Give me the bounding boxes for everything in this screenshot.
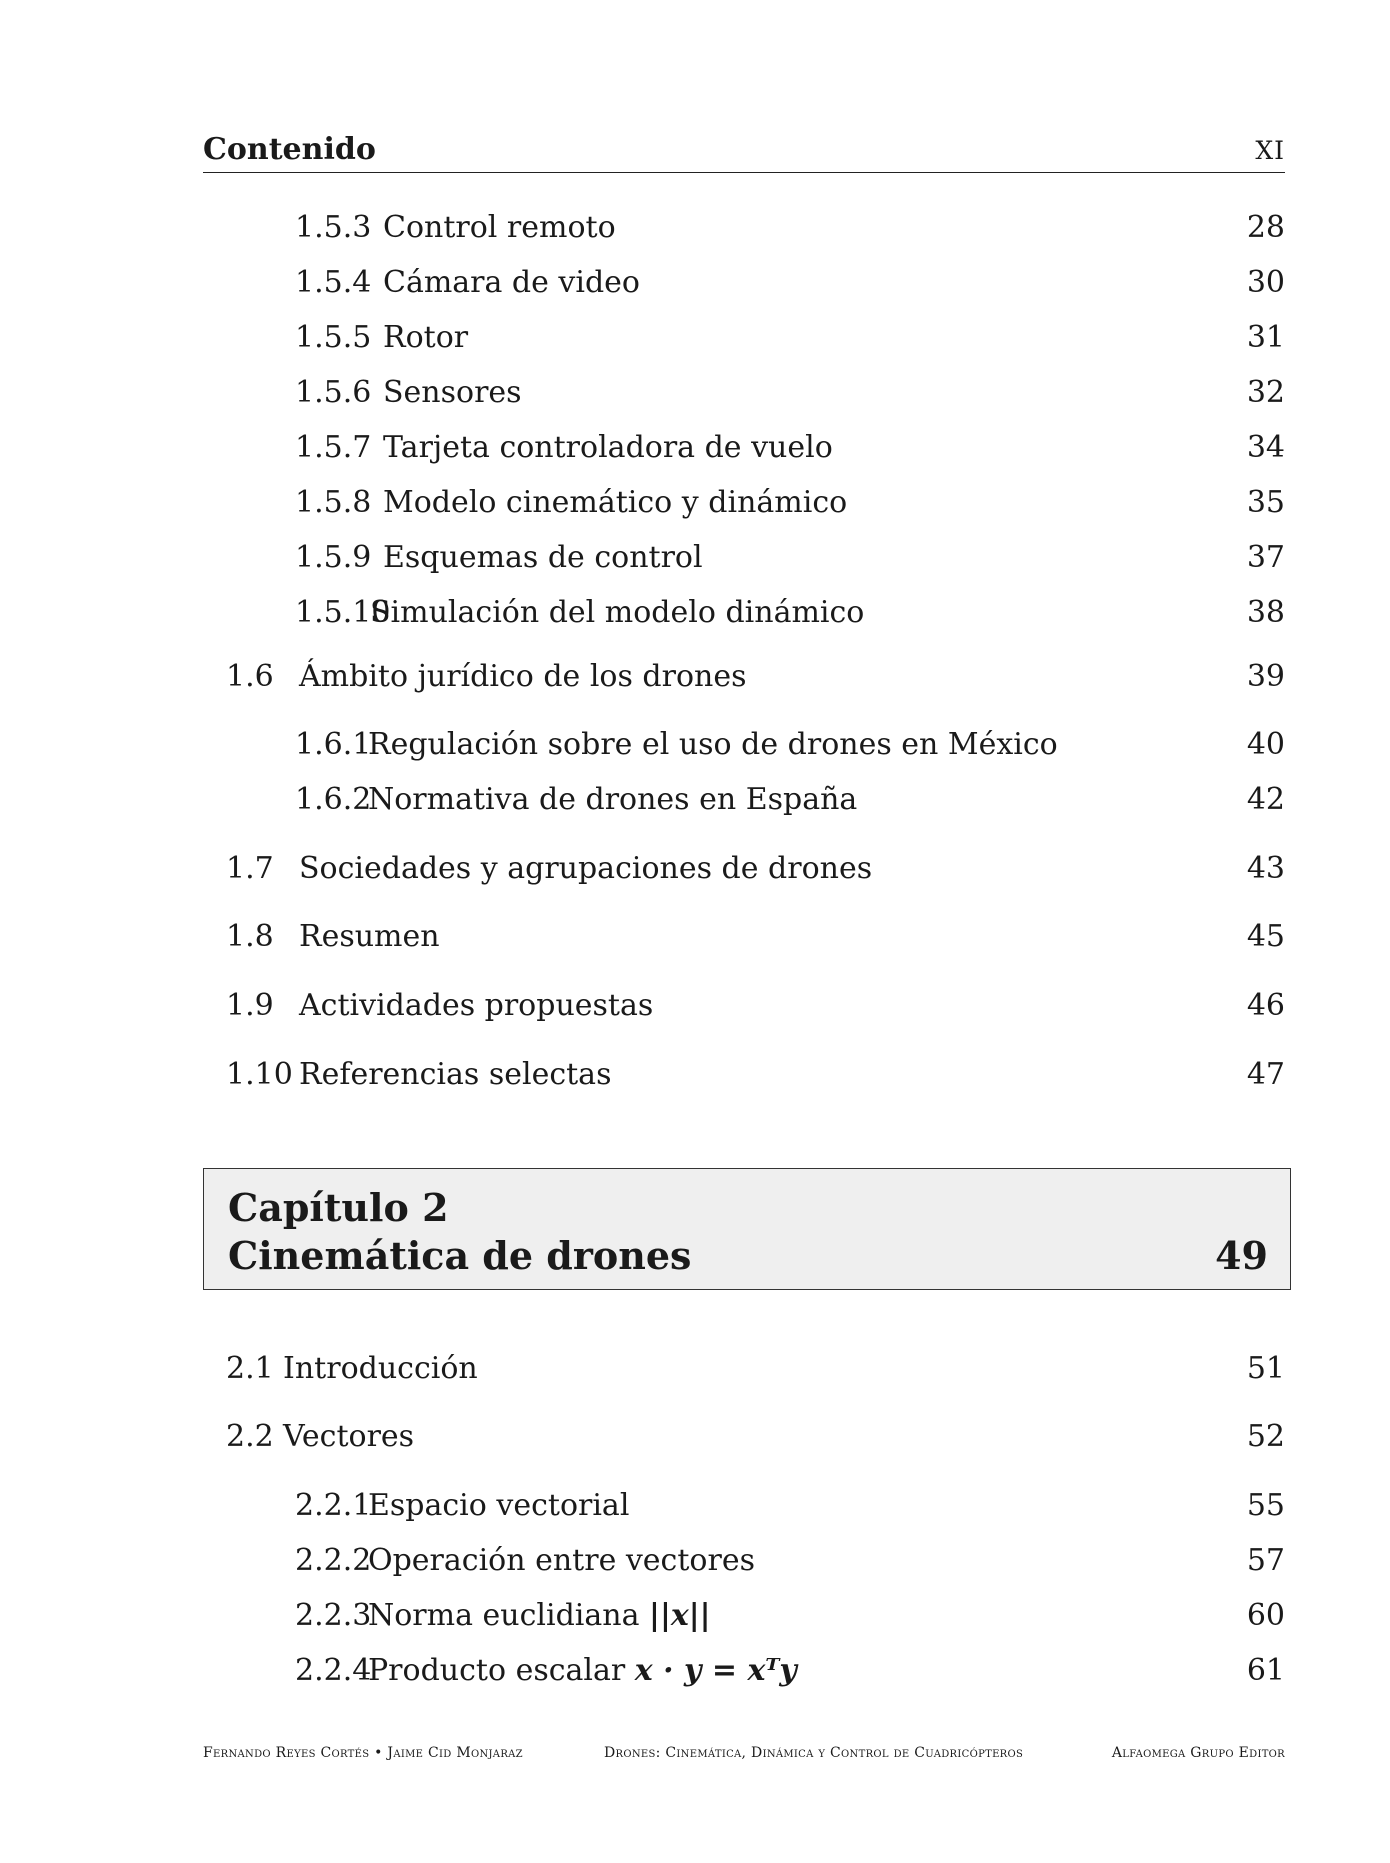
section-page: 51 [1246,1351,1285,1386]
toc-section [226,1055,1285,1095]
entry-number: 1.5.5 [295,320,372,355]
section-title: Resumen [299,919,440,954]
section-title: Vectores [283,1419,415,1454]
section-page: 39 [1246,659,1285,694]
section-number: 2.2 [226,1419,274,1454]
entry-title [368,1596,711,1636]
entry-page: 40 [1246,727,1285,762]
running-header [203,128,1285,173]
entry-title-text: Producto escalar [368,1653,626,1688]
toc-entry [295,483,1285,523]
entry-title: Esquemas de control [383,540,703,575]
toc-entry [295,1541,1285,1581]
toc-entry [295,725,1285,765]
entry-title: Cámara de video [383,265,640,300]
entry-number: 1.5.10 [295,595,391,630]
section-page: 47 [1246,1057,1285,1092]
toc-section [226,849,1285,889]
section-title: Ámbito jurídico de los drones [299,659,747,694]
section-number: 2.1 [226,1351,274,1386]
section-title: Sociedades y agrupaciones de drones [299,851,873,886]
section-number: 1.6 [226,659,274,694]
toc-entry [295,1596,1285,1636]
entry-title: Regulación sobre el uso de drones en México [368,727,1058,762]
entry-page: 32 [1246,375,1285,410]
entry-title: Modelo cinemático y dinámico [383,485,848,520]
entry-title: Tarjeta controladora de vuelo [383,430,833,465]
toc-entry [295,373,1285,413]
chapter-page: 49 [1215,1233,1268,1278]
toc-entry [295,538,1285,578]
section-page: 52 [1246,1419,1285,1454]
entry-page: 34 [1246,430,1285,465]
toc-entry [295,1651,1285,1691]
entry-number: 1.5.3 [295,210,372,245]
section-page: 45 [1246,919,1285,954]
toc-section [226,1349,1285,1389]
entry-page: 61 [1246,1653,1285,1688]
entry-number: 1.5.6 [295,375,372,410]
entry-page: 42 [1246,782,1285,817]
toc-entry [295,1486,1285,1526]
footer-publisher: Alfaomega Grupo Editor [1111,1745,1285,1761]
entry-number: 1.6.1 [295,727,372,762]
entry-number: 1.5.9 [295,540,372,575]
section-number: 1.7 [226,851,274,886]
entry-page: 57 [1246,1543,1285,1578]
entry-page: 28 [1246,210,1285,245]
entry-number: 2.2.3 [295,1598,372,1633]
entry-title: Espacio vectorial [368,1488,630,1523]
chapter-title: Cinemática de drones [228,1233,692,1278]
toc-entry [295,428,1285,468]
entry-page: 31 [1246,320,1285,355]
entry-number: 1.5.8 [295,485,372,520]
toc-section [226,917,1285,957]
entry-title [368,1651,797,1691]
math-expression: ||x|| [649,1598,711,1633]
chapter-heading-box [203,1168,1291,1290]
section-title: Referencias selectas [299,1057,612,1092]
toc-section [226,657,1285,697]
section-number: 1.10 [226,1057,293,1092]
toc-section [226,1417,1285,1457]
section-title: Actividades propuestas [299,988,654,1023]
toc-entry [295,593,1285,633]
entry-number: 1.5.4 [295,265,372,300]
header-title: Contenido [203,132,376,167]
section-page: 43 [1246,851,1285,886]
toc-entry [295,780,1285,820]
footer-authors: Fernando Reyes Cortés • Jaime Cid Monjaraz [203,1745,523,1761]
entry-number: 1.5.7 [295,430,372,465]
entry-number: 2.2.2 [295,1543,372,1578]
entry-page: 38 [1246,595,1285,630]
header-page-number: XI [1255,136,1285,165]
entry-page: 35 [1246,485,1285,520]
toc-entry [295,208,1285,248]
section-number: 1.8 [226,919,274,954]
entry-page: 55 [1246,1488,1285,1523]
entry-number: 2.2.4 [295,1653,372,1688]
entry-page: 37 [1246,540,1285,575]
entry-title: Control remoto [383,210,616,245]
toc-section [226,986,1285,1026]
entry-title-text: Norma euclidiana [368,1598,640,1633]
math-expression: x · y = xᵀy [634,1653,797,1688]
entry-number: 1.6.2 [295,782,372,817]
toc-entry [295,318,1285,358]
entry-title: Simulación del modelo dinámico [370,595,865,630]
entry-title: Sensores [383,375,522,410]
entry-title: Normativa de drones en España [368,782,858,817]
entry-title: Rotor [383,320,469,355]
entry-page: 30 [1246,265,1285,300]
entry-title: Operación entre vectores [368,1543,755,1578]
toc-entry [295,263,1285,303]
chapter-label: Capítulo 2 [228,1185,449,1230]
entry-number: 2.2.1 [295,1488,372,1523]
section-page: 46 [1246,988,1285,1023]
section-title: Introducción [283,1351,478,1386]
footer-book-title: Drones: Cinemática, Dinámica y Control de Cuadricópteros [604,1745,1024,1761]
entry-page: 60 [1246,1598,1285,1633]
section-number: 1.9 [226,988,274,1023]
